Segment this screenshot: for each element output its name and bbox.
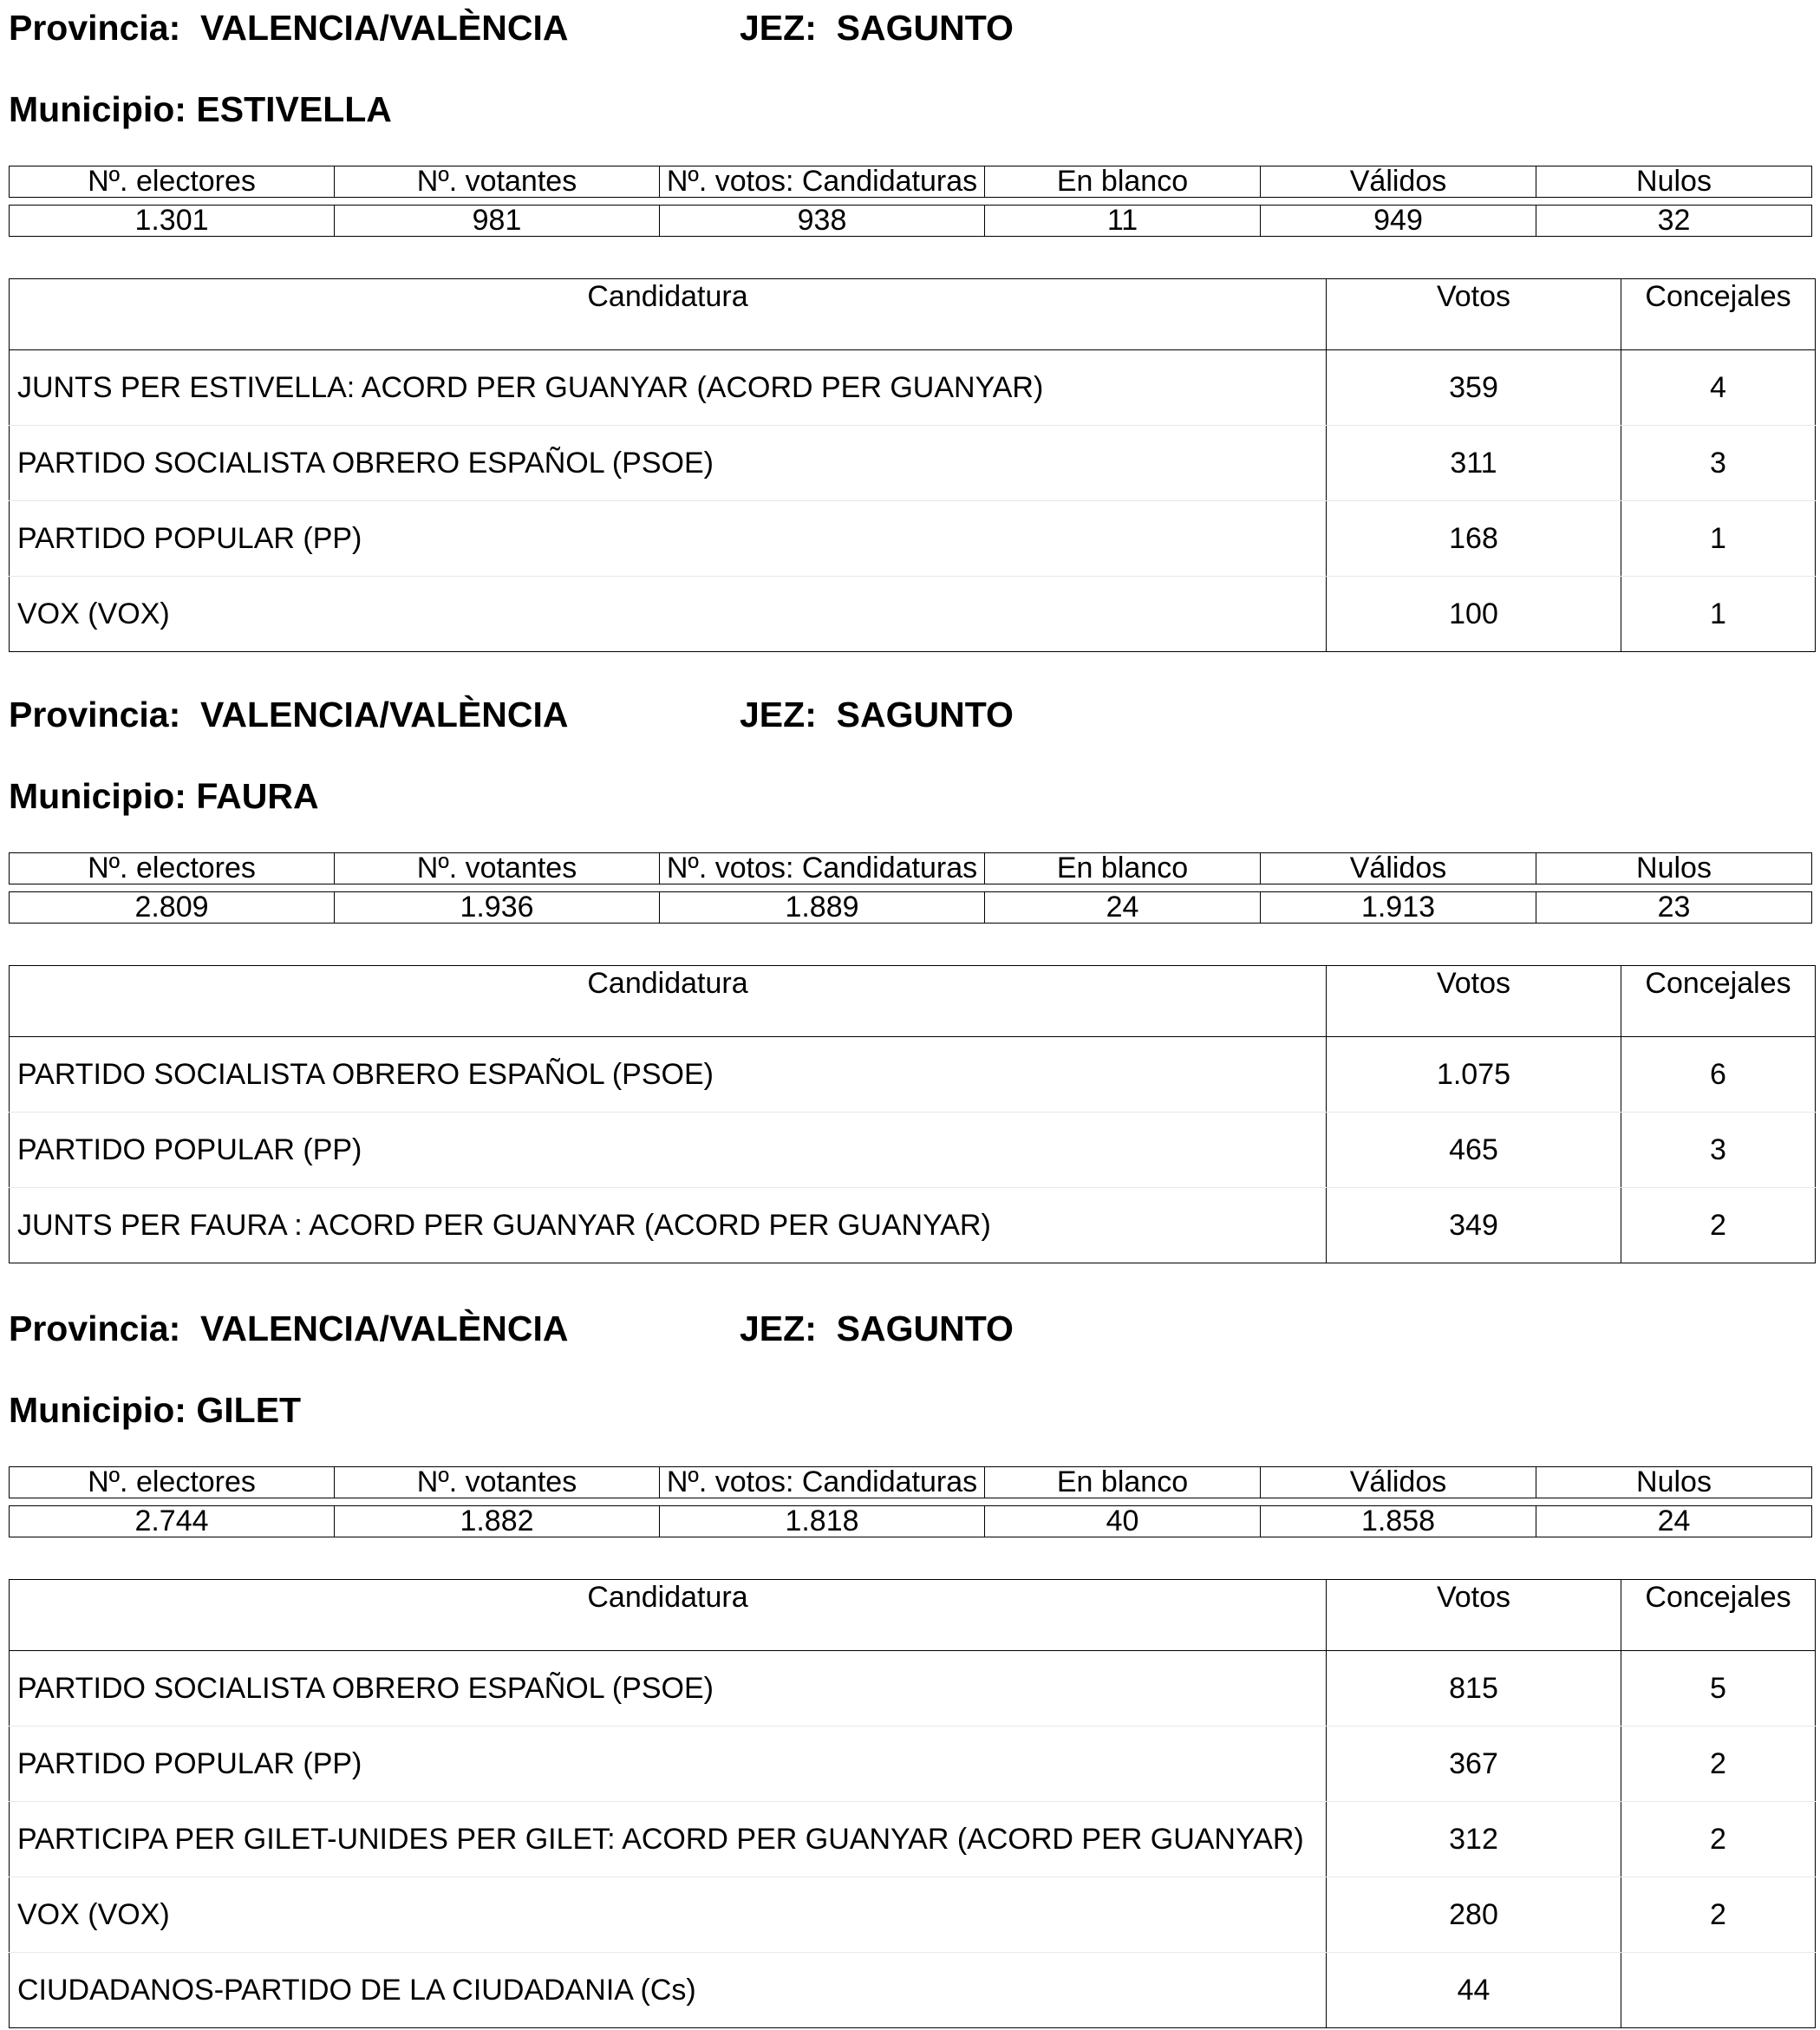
concejales-header: Concejales xyxy=(1621,1580,1816,1651)
candidate-votos: 100 xyxy=(1327,577,1621,652)
votos-header: Votos xyxy=(1327,1580,1621,1651)
candidate-row xyxy=(10,1188,1816,1263)
candidate-name: CIUDADANOS-PARTIDO DE LA CIUDADANIA (Cs) xyxy=(17,1974,696,2007)
provincia-jez-header xyxy=(9,7,1014,49)
jez-field xyxy=(740,694,1014,735)
candidate-row xyxy=(10,1651,1816,1726)
summary-value-cell: 949 xyxy=(1261,206,1536,237)
summary-value-cell: 1.818 xyxy=(660,1506,985,1537)
summary-header-cell: Nulos xyxy=(1536,853,1812,884)
municipio-value: FAURA xyxy=(196,776,319,816)
jez-value: SAGUNTO xyxy=(836,8,1014,48)
provincia-label: Provincia: xyxy=(9,695,181,734)
candidate-concejales xyxy=(1621,1953,1816,2028)
summary-value-cell: 1.858 xyxy=(1261,1506,1536,1537)
summary-header-cell: Nulos xyxy=(1536,166,1812,198)
candidate-name: VOX (VOX) xyxy=(10,1877,1327,1953)
concejales-header: Concejales xyxy=(1621,279,1816,350)
summary-header-cell: En blanco xyxy=(985,853,1261,884)
votos-header: Votos xyxy=(1327,966,1621,1037)
votos-header: Votos xyxy=(1327,279,1621,350)
summary-value-cell: 1.936 xyxy=(335,892,660,924)
candidate-name: PARTIDO SOCIALISTA OBRERO ESPAÑOL (PSOE) xyxy=(10,1037,1327,1113)
municipio-value: ESTIVELLA xyxy=(196,89,392,129)
candidate-name: PARTICIPA PER GILET-UNIDES PER GILET: ACORD PER GUANYAR (ACORD PER GUANYAR) xyxy=(10,1802,1327,1877)
candidate-concejales: 2 xyxy=(1621,1877,1816,1953)
summary-value-cell: 1.301 xyxy=(10,206,335,237)
candidate-votos: 280 xyxy=(1327,1877,1621,1953)
municipio-header xyxy=(9,88,392,130)
summary-header-cell: Nº. votantes xyxy=(335,853,660,884)
summary-value-cell: 23 xyxy=(1536,892,1812,924)
summary-value-cell: 32 xyxy=(1536,206,1812,237)
summary-value-cell: 24 xyxy=(985,892,1261,924)
candidatura-header: Candidatura xyxy=(10,1580,1327,1651)
summary-header-cell: Nº. votos: Candidaturas xyxy=(660,853,985,884)
candidate-row xyxy=(10,501,1816,577)
candidate-votos: 168 xyxy=(1327,501,1621,577)
candidate-concejales: 5 xyxy=(1621,1651,1816,1726)
jez-field xyxy=(740,1308,1014,1349)
summary-value-cell: 938 xyxy=(660,206,985,237)
candidate-concejales: 4 xyxy=(1621,350,1816,426)
summary-value-cell: 40 xyxy=(985,1506,1261,1537)
candidatura-header: Candidatura xyxy=(10,279,1327,350)
candidate-concejales: 6 xyxy=(1621,1037,1816,1113)
candidate-row xyxy=(10,1953,1816,2028)
municipio-label: Municipio: xyxy=(9,776,186,816)
candidate-name: PARTIDO POPULAR (PP) xyxy=(10,1726,1327,1802)
summary-header-cell: Válidos xyxy=(1261,1467,1536,1498)
summary-header-cell: Nº. electores xyxy=(10,166,335,198)
municipio-header xyxy=(9,775,319,817)
provincia-label: Provincia: xyxy=(9,1309,181,1348)
summary-header-row xyxy=(10,853,1812,884)
provincia-label: Provincia: xyxy=(9,8,181,48)
summary-table xyxy=(9,852,1812,924)
provincia-value: VALENCIA/VALÈNCIA xyxy=(200,8,569,48)
candidates-table xyxy=(9,965,1816,1263)
candidate-concejales: 1 xyxy=(1621,577,1816,652)
candidate-name: VOX (VOX) xyxy=(17,597,170,630)
candidate-row xyxy=(10,350,1816,426)
jez-value: SAGUNTO xyxy=(836,695,1014,734)
candidate-row xyxy=(10,1802,1816,1877)
summary-value-cell: 2.744 xyxy=(10,1506,335,1537)
summary-value-cell: 2.809 xyxy=(10,892,335,924)
jez-label: JEZ: xyxy=(740,695,817,734)
summary-header-cell: Nº. votantes xyxy=(335,1467,660,1498)
candidate-name: PARTIDO SOCIALISTA OBRERO ESPAÑOL (PSOE) xyxy=(10,1651,1327,1726)
candidate-votos: 1.075 xyxy=(1327,1037,1621,1113)
candidate-row xyxy=(10,1877,1816,1953)
candidate-row xyxy=(10,577,1816,652)
provincia-jez-header xyxy=(9,694,1014,735)
municipio-label: Municipio: xyxy=(9,89,186,129)
candidate-name: PARTIDO POPULAR (PP) xyxy=(10,1113,1327,1188)
municipio-header xyxy=(9,1389,301,1431)
summary-value-cell: 1.889 xyxy=(660,892,985,924)
candidate-row xyxy=(10,426,1816,501)
summary-header-cell: Nulos xyxy=(1536,1467,1812,1498)
jez-label: JEZ: xyxy=(740,1309,817,1348)
candidate-name: JUNTS PER FAURA : ACORD PER GUANYAR (ACORD PER GUANYAR) xyxy=(17,1209,991,1242)
candidatura-header: Candidatura xyxy=(10,966,1327,1037)
candidate-row xyxy=(10,1113,1816,1188)
candidate-name: PARTIDO SOCIALISTA OBRERO ESPAÑOL (PSOE) xyxy=(10,426,1327,501)
summary-header-cell: Válidos xyxy=(1261,853,1536,884)
provincia-jez-header xyxy=(9,1308,1014,1349)
concejales-header: Concejales xyxy=(1621,966,1816,1037)
candidate-row xyxy=(10,1037,1816,1113)
candidates-header-row xyxy=(10,1580,1816,1651)
summary-value-cell: 24 xyxy=(1536,1506,1812,1537)
candidates-header-row xyxy=(10,966,1816,1037)
summary-header-cell: Nº. electores xyxy=(10,1467,335,1498)
municipio-label: Municipio: xyxy=(9,1390,186,1430)
candidate-concejales: 1 xyxy=(1621,501,1816,577)
candidate-votos: 349 xyxy=(1327,1188,1621,1263)
candidate-name: PARTIDO POPULAR (PP) xyxy=(10,501,1327,577)
summary-header-cell: Nº. electores xyxy=(10,853,335,884)
candidate-row xyxy=(10,1726,1816,1802)
summary-value-row xyxy=(10,206,1812,237)
candidates-table xyxy=(9,1579,1816,2028)
summary-header-row xyxy=(10,166,1812,198)
municipio-value: GILET xyxy=(196,1390,302,1430)
summary-value-cell: 1.882 xyxy=(335,1506,660,1537)
summary-header-cell: Nº. votos: Candidaturas xyxy=(660,166,985,198)
jez-label: JEZ: xyxy=(740,8,817,48)
summary-value-cell: 11 xyxy=(985,206,1261,237)
summary-value-row xyxy=(10,1506,1812,1537)
candidates-table xyxy=(9,278,1816,652)
candidate-concejales: 2 xyxy=(1621,1188,1816,1263)
summary-header-cell: Válidos xyxy=(1261,166,1536,198)
candidate-votos: 815 xyxy=(1327,1651,1621,1726)
candidate-votos: 465 xyxy=(1327,1113,1621,1188)
candidate-votos: 44 xyxy=(1327,1953,1621,2028)
candidate-concejales: 3 xyxy=(1621,1113,1816,1188)
candidate-votos: 359 xyxy=(1327,350,1621,426)
candidate-votos: 367 xyxy=(1327,1726,1621,1802)
summary-value-row xyxy=(10,892,1812,924)
summary-header-cell: En blanco xyxy=(985,1467,1261,1498)
provincia-value: VALENCIA/VALÈNCIA xyxy=(200,695,569,734)
jez-field xyxy=(740,7,1014,49)
summary-value-cell: 981 xyxy=(335,206,660,237)
provincia-value: VALENCIA/VALÈNCIA xyxy=(200,1309,569,1348)
jez-value: SAGUNTO xyxy=(836,1309,1014,1348)
candidate-concejales: 3 xyxy=(1621,426,1816,501)
summary-table xyxy=(9,1466,1812,1537)
candidate-name: JUNTS PER ESTIVELLA: ACORD PER GUANYAR (ACORD PER GUANYAR) xyxy=(10,350,1327,426)
summary-header-cell: Nº. votos: Candidaturas xyxy=(660,1467,985,1498)
summary-header-cell: Nº. votantes xyxy=(335,166,660,198)
summary-header-cell: En blanco xyxy=(985,166,1261,198)
summary-header-row xyxy=(10,1467,1812,1498)
candidate-votos: 311 xyxy=(1327,426,1621,501)
summary-value-cell: 1.913 xyxy=(1261,892,1536,924)
candidate-concejales: 2 xyxy=(1621,1802,1816,1877)
candidate-votos: 312 xyxy=(1327,1802,1621,1877)
candidate-concejales: 2 xyxy=(1621,1726,1816,1802)
candidates-header-row xyxy=(10,279,1816,350)
summary-table xyxy=(9,166,1812,237)
